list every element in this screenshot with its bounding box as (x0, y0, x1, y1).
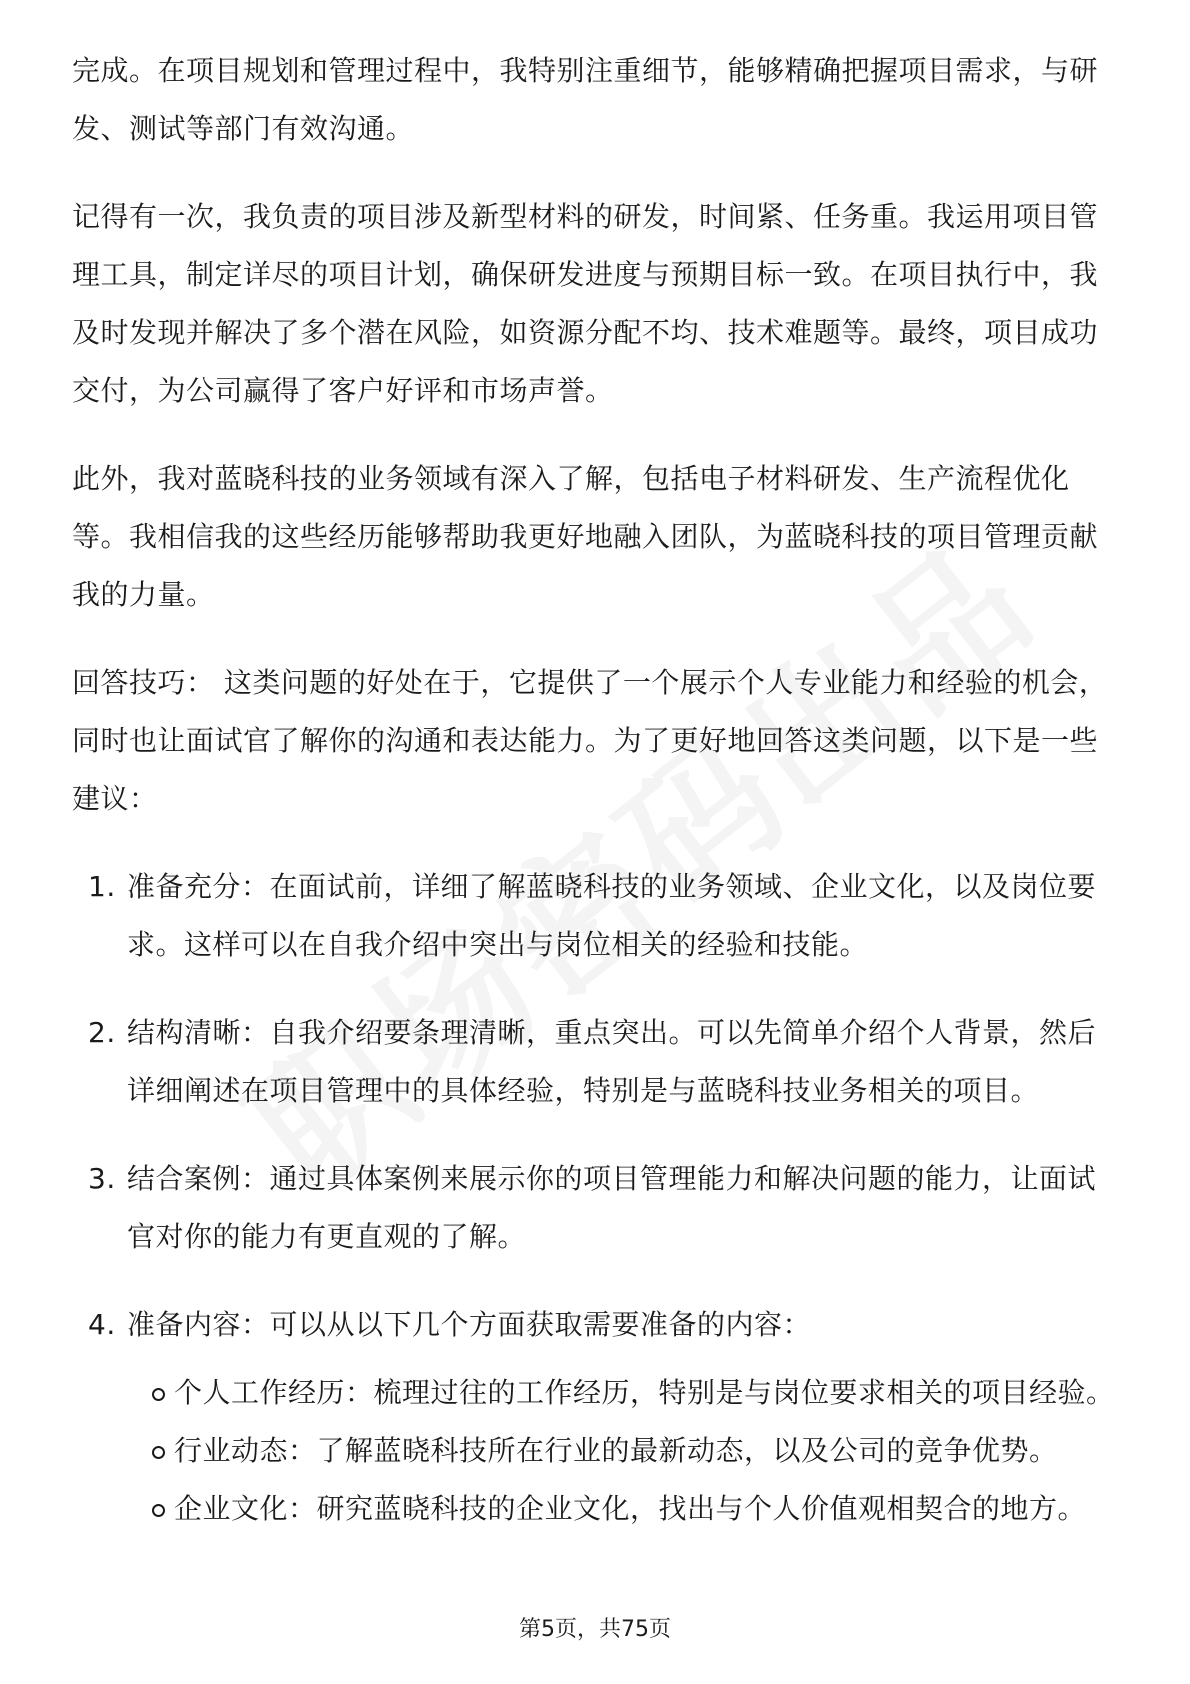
list-number: 4. (88, 1308, 116, 1341)
list-item-text: 结构清晰：自我介绍要条理清晰，重点突出。可以先简单介绍个人背景，然后详细阐述在项目管理中的具体经验，特别是与蓝晓科技业务相关的项目。 (127, 1016, 1097, 1107)
sub-list-item (72, 1426, 1122, 1476)
list-number: 3. (88, 1162, 116, 1195)
bullet-circle-icon (152, 1388, 165, 1401)
paragraph: 完成。在项目规划和管理过程中，我特别注重细节，能够精确把握项目需求，与研发、测试等部门有效沟通。 (72, 54, 1099, 145)
list-item (72, 1150, 1122, 1266)
sub-list-item-text: 企业文化：研究蓝晓科技的企业文化，找出与个人价值观相契合的地方。 (174, 1492, 1087, 1525)
list-item-text: 准备内容：可以从以下几个方面获取需要准备的内容： (127, 1308, 812, 1341)
paragraph: 记得有一次，我负责的项目涉及新型材料的研发，时间紧、任务重。我运用项目管理工具，制定详尽的项目计划，确保研发进度与预期目标一致。在项目执行中，我及时发现并解决了多个潜在风险，如资源分配不均、技术难题等。最终，项目成功交付，为公司赢得了客户好评和市场声誉。 (72, 200, 1099, 407)
paragraph: 此外，我对蓝晓科技的业务领域有深入了解，包括电子材料研发、生产流程优化等。我相信我的这些经历能够帮助我更好地融入团队，为蓝晓科技的项目管理贡献我的力量。 (72, 462, 1099, 611)
list-item-text: 结合案例：通过具体案例来展示你的项目管理能力和解决问题的能力，让面试官对你的能力有更直观的了解。 (127, 1162, 1097, 1253)
tips-list (72, 858, 1122, 1354)
list-number: 2. (88, 1016, 116, 1049)
list-number: 1. (88, 870, 116, 903)
list-item-text: 准备充分：在面试前，详细了解蓝晓科技的业务领域、企业文化，以及岗位要求。这样可以在自我介绍中突出与岗位相关的经验和技能。 (127, 870, 1097, 961)
list-item (72, 1004, 1122, 1120)
bullet-circle-icon (152, 1446, 165, 1459)
page-footer: 第5页，共75页 (519, 1617, 671, 1642)
sub-list-item-text: 行业动态：了解蓝晓科技所在行业的最新动态，以及公司的竞争优势。 (174, 1434, 1058, 1467)
sub-list-item (72, 1484, 1122, 1534)
sub-list (72, 1368, 1122, 1534)
list-item (72, 1296, 1122, 1354)
bullet-circle-icon (152, 1504, 165, 1517)
sub-list-item (72, 1368, 1122, 1418)
sub-list-item-text: 个人工作经历：梳理过往的工作经历，特别是与岗位要求相关的项目经验。 (174, 1376, 1115, 1409)
answer-tips-paragraph: 回答技巧： 这类问题的好处在于，它提供了一个展示个人专业能力和经验的机会，同时也让面试官了解你的沟通和表达能力。为了更好地回答这类问题，以下是一些建议： (72, 666, 1108, 815)
document-body (72, 42, 1122, 1542)
list-item (72, 858, 1122, 974)
